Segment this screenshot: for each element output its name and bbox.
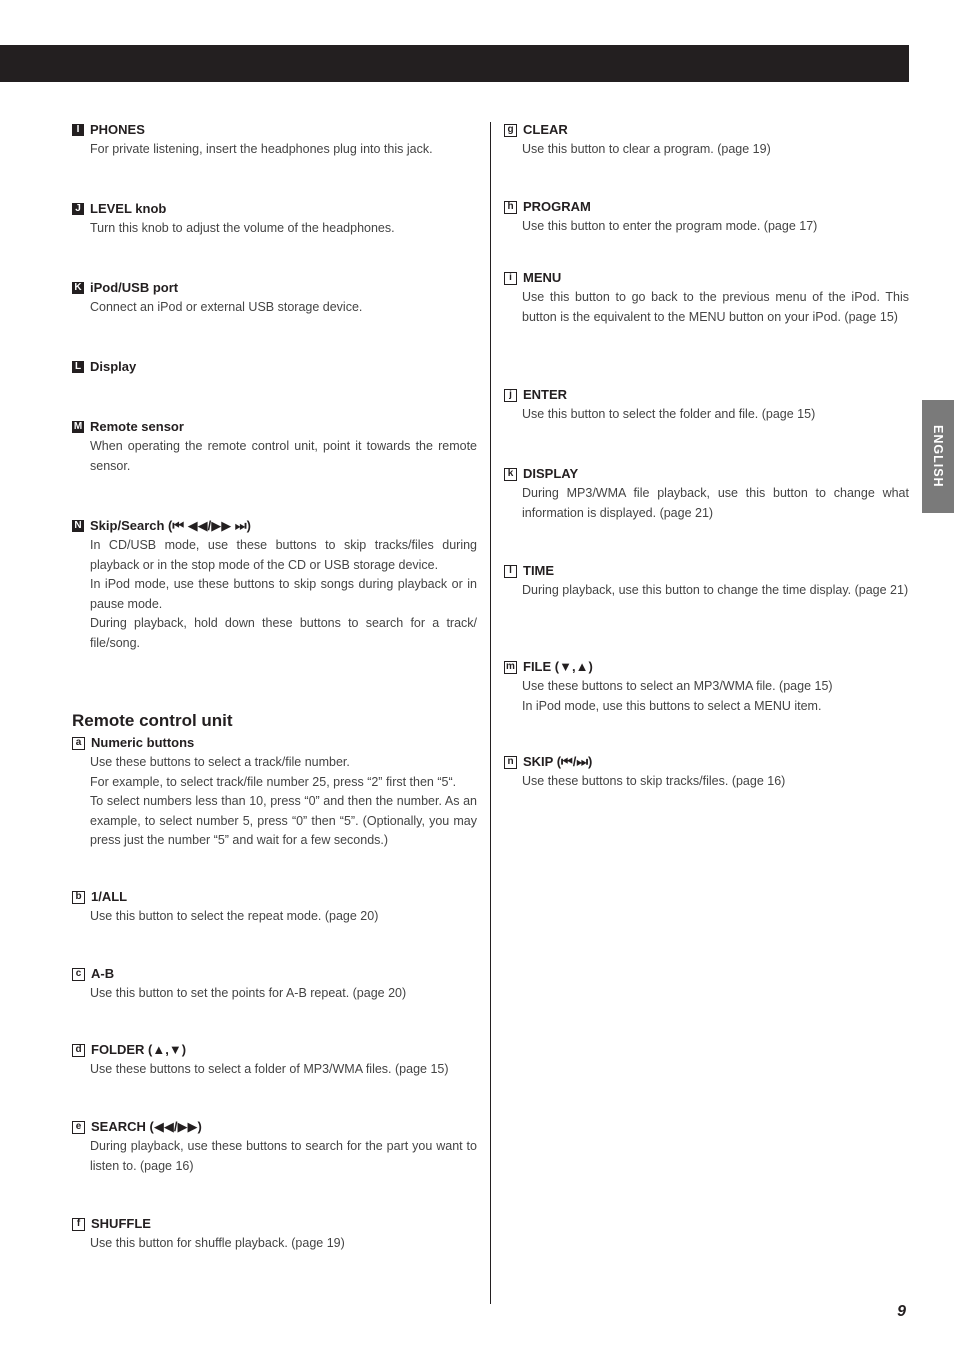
item-title: iPod/USB port: [90, 280, 179, 295]
item-a-b: [72, 966, 477, 1004]
item-description: In iPod mode, use this buttons to select a MENU item.: [522, 698, 822, 713]
language-tab: [922, 400, 954, 513]
item-display-button: [504, 466, 909, 523]
item-program: [504, 199, 909, 237]
item-skip: [504, 754, 909, 792]
item-title: Skip/Search (⏮ ◀◀/▶▶ ⏭): [90, 518, 251, 533]
item-description: Use this button to enter the program mode. (page 17): [522, 219, 818, 233]
item-title: CLEAR: [523, 122, 568, 137]
item-skip-search: [72, 518, 477, 653]
item-key-badge: e: [72, 1121, 85, 1134]
item-description: During playback, hold down these buttons to search for a track/ file/song.: [90, 616, 477, 650]
item-description: Use these buttons to skip tracks/files. (page 16): [522, 774, 786, 788]
item-key-badge: d: [72, 1044, 85, 1057]
item-title: SHUFFLE: [91, 1216, 151, 1231]
item-title: PROGRAM: [523, 199, 591, 214]
item-key-badge: g: [504, 124, 517, 137]
item-title: 1/ALL: [91, 889, 128, 904]
item-file: [504, 659, 909, 716]
item-title: ENTER: [523, 387, 568, 402]
item-description: To select numbers less than 10, press “0” and then the number. As an example, to select number 5, press “0” then “5”. (Optionally, you may press just the number “5” and wait for a few seconds.): [90, 794, 477, 847]
item-clear: [504, 122, 909, 160]
item-title: DISPLAY: [523, 466, 579, 481]
item-phones: [72, 122, 477, 160]
item-key-badge: l: [504, 565, 517, 578]
item-title: TIME: [523, 563, 555, 578]
item-title: Display: [90, 359, 137, 374]
item-title: MENU: [523, 270, 562, 285]
language-tab-label: ENGLISH: [931, 425, 945, 488]
item-title: FOLDER (▲,▼): [91, 1042, 187, 1057]
item-enter: [504, 387, 909, 425]
item-description: Use this button for shuffle playback. (page 19): [90, 1236, 345, 1250]
item-key-badge: c: [72, 968, 85, 981]
item-description: Use this button to clear a program. (page 19): [522, 142, 771, 156]
item-search: [72, 1119, 477, 1176]
item-key-badge: k: [504, 468, 517, 481]
item-key-badge: n: [504, 756, 517, 769]
section-heading-remote: Remote control unit: [72, 711, 233, 730]
item-key-badge: m: [504, 661, 517, 674]
item-key-badge: N: [72, 520, 84, 532]
item-description: Use this button to select the repeat mode. (page 20): [90, 909, 379, 923]
item-title: PHONES: [90, 122, 145, 137]
item-title: SKIP (⏮/⏭): [523, 754, 593, 769]
item-description: Use these buttons to select a folder of MP3/WMA files. (page 15): [90, 1062, 449, 1076]
item-description: Turn this knob to adjust the volume of the headphones.: [90, 221, 395, 235]
item-description: For example, to select track/file number 25, press “2” first then “5“.: [90, 774, 457, 789]
item-title: LEVEL knob: [90, 201, 167, 216]
item-description: Use these buttons to select a track/file number.: [90, 755, 350, 769]
item-display: [72, 359, 477, 375]
item-shuffle: [72, 1216, 477, 1254]
item-key-badge: K: [72, 282, 84, 294]
item-title: SEARCH (◀◀/▶▶): [91, 1119, 202, 1134]
item-key-badge: h: [504, 201, 517, 214]
item-description: For private listening, insert the headphones plug into this jack.: [90, 142, 433, 156]
item-ipod-usb-port: [72, 280, 477, 318]
item-title: A-B: [91, 966, 115, 981]
item-remote-sensor: [72, 419, 477, 476]
item-description: During MP3/WMA file playback, use this button to change what information is displayed. (page 21): [522, 486, 909, 520]
item-description: Use this button to go back to the previous menu of the iPod. This button is the equivalent to the MENU button on your iPod. (page 15): [522, 290, 909, 324]
item-key-badge: a: [72, 737, 85, 750]
item-key-badge: j: [504, 389, 517, 402]
item-key-badge: I: [72, 124, 84, 136]
page-number: 9: [897, 1303, 906, 1320]
item-key-badge: f: [72, 1218, 85, 1231]
item-description: In CD/USB mode, use these buttons to skip tracks/files during playback or in the stop mode of the CD or USB storage device.: [90, 538, 477, 572]
item-description: Use these buttons to select an MP3/WMA file. (page 15): [522, 679, 833, 693]
item-numeric-buttons: [72, 735, 477, 851]
item-key-badge: i: [504, 272, 517, 285]
item-folder: [72, 1042, 477, 1080]
item-title: Remote sensor: [90, 419, 184, 434]
item-description: When operating the remote control unit, point it towards the remote sensor.: [90, 439, 477, 473]
item-title: Numeric buttons: [91, 735, 195, 750]
item-key-badge: J: [72, 203, 84, 215]
column-divider: [490, 122, 491, 1304]
item-description: During playback, use this button to change the time display. (page 21): [522, 583, 909, 597]
item-1-all: [72, 889, 477, 927]
item-description: Connect an iPod or external USB storage device.: [90, 300, 363, 314]
item-menu: [504, 270, 909, 327]
header-bar: [0, 45, 909, 82]
item-title: FILE (▼,▲): [523, 659, 593, 674]
item-description: Use this button to select the folder and file. (page 15): [522, 407, 816, 421]
item-key-badge: b: [72, 891, 85, 904]
item-description: In iPod mode, use these buttons to skip songs during playback or in pause mode.: [90, 577, 477, 611]
item-level-knob: [72, 201, 477, 239]
item-key-badge: M: [73, 421, 83, 432]
item-description: Use this button to set the points for A-B repeat. (page 20): [90, 986, 407, 1000]
item-description: During playback, use these buttons to search for the part you want to listen to. (page 16): [90, 1139, 477, 1173]
item-key-badge: L: [72, 361, 84, 373]
item-time: [504, 563, 909, 601]
